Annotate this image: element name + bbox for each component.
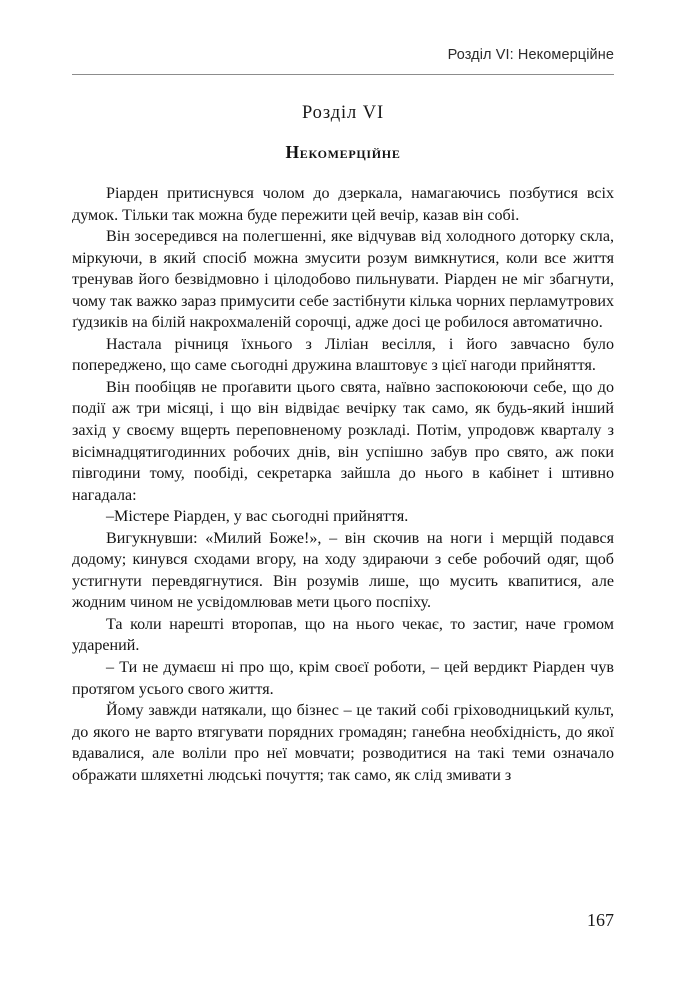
chapter-title: Некомерційне — [285, 142, 401, 162]
paragraph: Йому завжди натякали, що бізнес – це такий собі гріховодницький культ, до якого не варто втягувати порядних громадян; ганебна необхідність, до якої вдавалися, але воліли про неї мовчати; розводитися на такі теми означало ображати шляхетні людські почуття; так само, як слід змивати з — [72, 702, 614, 784]
paragraph: Ріарден притиснувся чолом до дзеркала, намагаючись позбутися всіх думок. Тільки так можна буде пережити цей вечір, казав він собі. — [72, 185, 614, 224]
dialogue-line: – Ти не думаєш ні про що, крім своєї роботи, – цей вердикт Ріарден чув протягом усього свого життя. — [72, 659, 614, 698]
header-rule — [72, 74, 614, 75]
paragraph: Він зосередився на полегшенні, яке відчував від холодного доторку скла, міркуючи, в який спосіб можна змусити розум вимкнутися, коли все життя тренував його безвідмовно і цілодобово пильнувати. Ріарден не міг збагнути, чому так важко зараз примусити себе застібнути кілька чорних перламутрових ґудзиків на білій накрохмаленій сорочці, адже досі це робилося автоматично. — [72, 228, 614, 332]
paragraph: Він пообіцяв не проґавити цього свята, наївно заспокоюючи себе, що до події аж три місяці, і що він відвідає вечірку так само, як будь-який інший захід у своєму вщерть переповненому розкладі. Потім, упродовж кварталу з вісімнадцятигодинних робочих днів, він успішно забув про свято, аж поки півгодини тому, пообіді, секретарка зайшла до нього в кабінет і штивно нагадала: — [72, 378, 614, 504]
body-text — [72, 183, 614, 786]
paragraph: Та коли нарешті второпав, що на нього чекає, то застиг, наче громом ударений. — [72, 615, 614, 655]
page-number: 167 — [587, 910, 614, 930]
chapter-number: Розділ VI — [301, 103, 385, 123]
dialogue-line: –Містере Ріарден, у вас сьогодні прийняття. — [106, 508, 409, 526]
paragraph: Вигукнувши: «Милий Боже!», – він скочив на ноги і мерщій подався додому; кинувся сходами вгору, на ходу здираючи з себе робочий одяг, щоб устигнути перевдягнутися. Він розумів лише, що мусить квапитися, але жодним чином не усвідомлював мети цього поспіху. — [72, 529, 614, 612]
paragraph: Настала річниця їхнього з Ліліан весілля, і його завчасно було попереджено, що саме сьогодні дружина влаштовує з цієї нагоди прийняття. — [72, 335, 614, 375]
running-head: Розділ VI: Некомерційне — [447, 47, 614, 63]
